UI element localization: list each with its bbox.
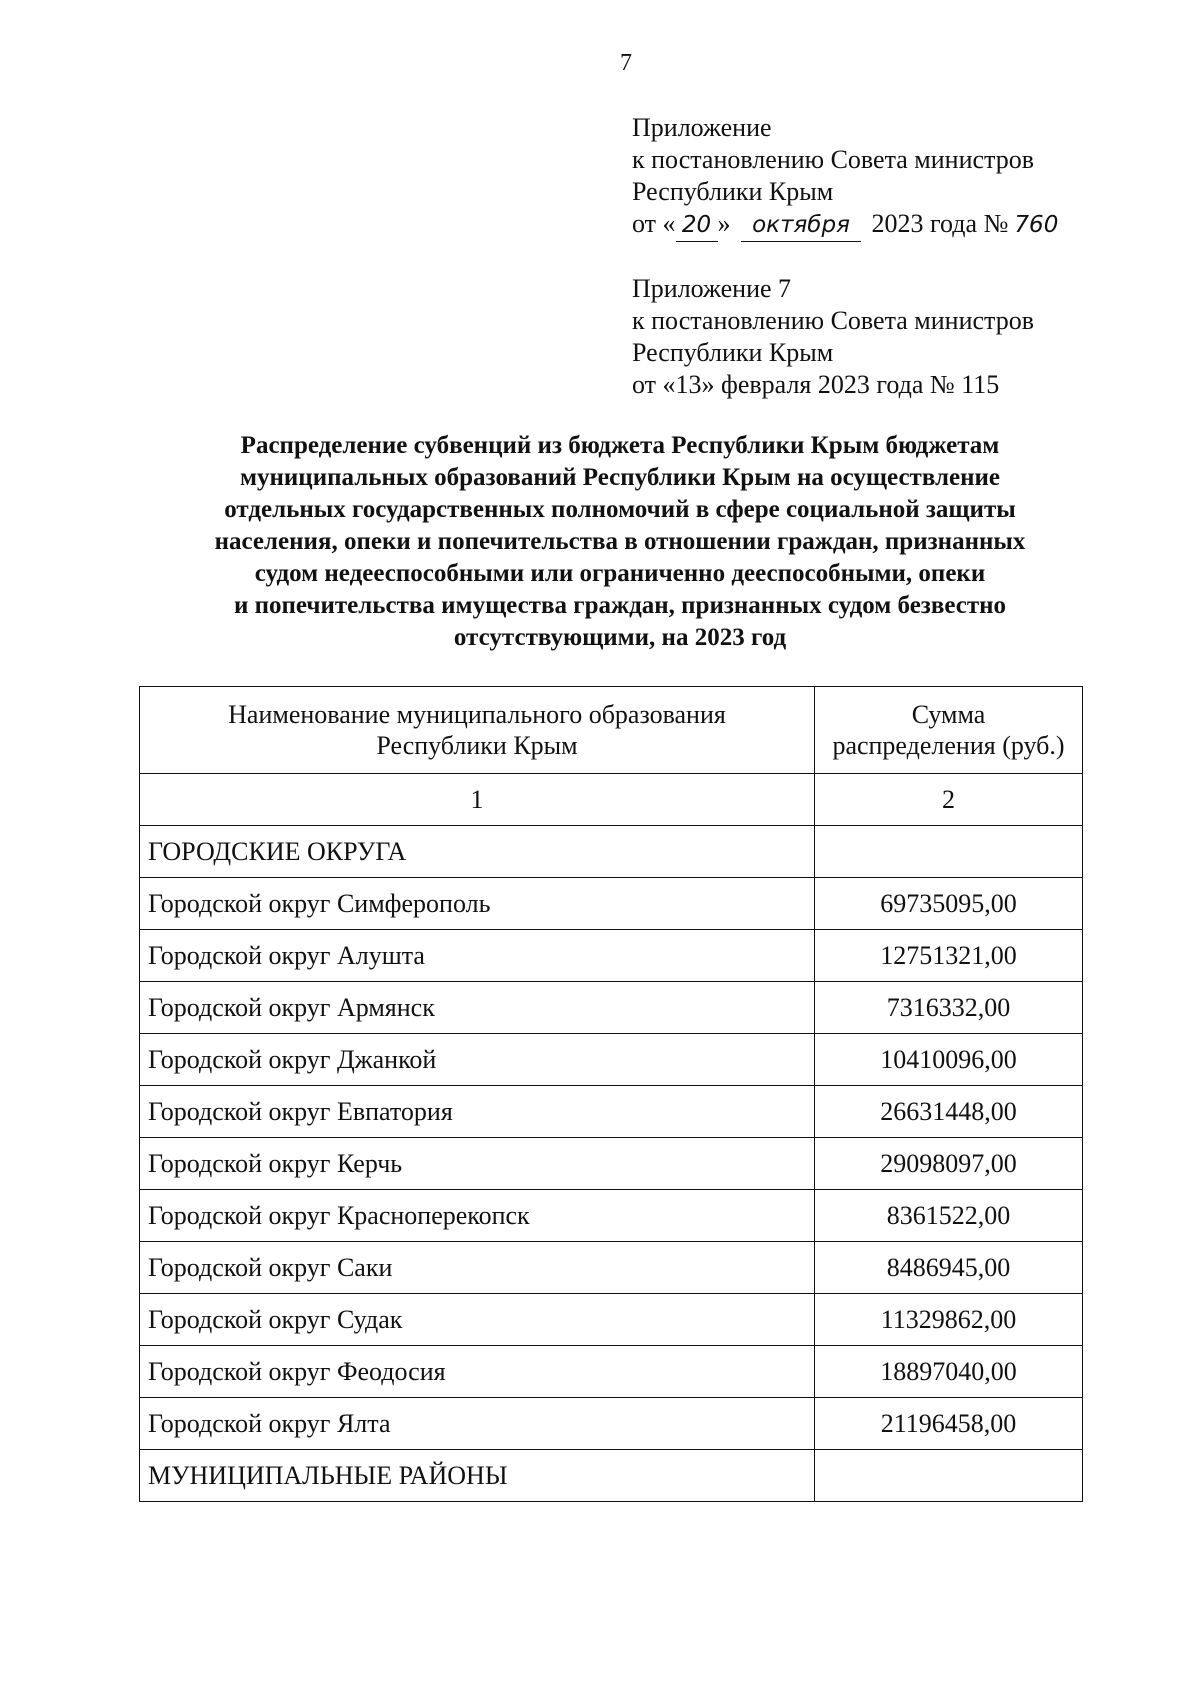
header-sum-line2: распределения (руб.) <box>832 731 1065 760</box>
sum-value: 29098097,00 <box>815 1138 1083 1190</box>
distribution-table <box>139 686 1083 1502</box>
municipality-name: Городской округ Алушта <box>140 930 815 982</box>
table-row <box>140 826 1083 878</box>
column-number-row <box>140 774 1083 826</box>
date-mid: » <box>717 209 731 238</box>
header-sum-line1: Сумма <box>911 700 986 729</box>
table-row <box>140 982 1083 1034</box>
page-number: 7 <box>620 50 632 76</box>
sum-value: 26631448,00 <box>815 1086 1083 1138</box>
sum-value: 10410096,00 <box>815 1034 1083 1086</box>
table-row <box>140 1450 1083 1502</box>
table-row <box>140 878 1083 930</box>
table-row <box>140 1294 1083 1346</box>
municipality-name: Городской округ Армянск <box>140 982 815 1034</box>
appendix-new-line2: к постановлению Совета министров <box>632 145 1034 174</box>
column-number-2: 2 <box>815 774 1083 826</box>
header-sum-cell <box>815 687 1083 774</box>
table-row <box>140 1398 1083 1450</box>
municipality-name: Городской округ Евпатория <box>140 1086 815 1138</box>
sum-value: 7316332,00 <box>815 982 1083 1034</box>
sum-value: 69735095,00 <box>815 878 1083 930</box>
column-number-1: 1 <box>140 774 815 826</box>
table-row <box>140 1138 1083 1190</box>
sum-value: 8486945,00 <box>815 1242 1083 1294</box>
title-line: и попечительства имущества граждан, признанных судом безвестно <box>233 592 1007 619</box>
header-name-cell <box>140 687 815 774</box>
sum-value: 11329862,00 <box>815 1294 1083 1346</box>
appendix-new-line3: Республики Крым <box>632 177 834 206</box>
title-line: судом недееспособными или ограниченно дееспособными, опеки <box>254 560 986 587</box>
title-line: отдельных государственных полномочий в сфере социальной защиты <box>224 496 1016 523</box>
municipality-name: Городской округ Ялта <box>140 1398 815 1450</box>
sum-value <box>815 1450 1083 1502</box>
title-line: населения, опеки и попечительства в отношении граждан, признанных <box>214 528 1026 555</box>
appendix-new-line1: Приложение <box>632 113 772 142</box>
municipality-name: Городской округ Симферополь <box>140 878 815 930</box>
municipality-name: Городской округ Феодосия <box>140 1346 815 1398</box>
sum-value: 21196458,00 <box>815 1398 1083 1450</box>
table-row <box>140 1190 1083 1242</box>
sum-value: 12751321,00 <box>815 930 1083 982</box>
date-prefix: от « <box>632 209 676 238</box>
sum-value <box>815 826 1083 878</box>
municipality-name: Городской округ Судак <box>140 1294 815 1346</box>
appendix-old-line1: Приложение 7 <box>632 274 792 303</box>
table-row <box>140 1242 1083 1294</box>
appendix-old-block <box>632 273 1034 401</box>
header-name-line1: Наименование муниципального образования <box>228 700 726 729</box>
sum-value: 18897040,00 <box>815 1346 1083 1398</box>
sum-value: 8361522,00 <box>815 1190 1083 1242</box>
appendix-new-block <box>632 112 1064 242</box>
year-text: 2023 года № <box>871 209 1009 238</box>
municipality-name: Городской округ Красноперекопск <box>140 1190 815 1242</box>
municipality-name: Городской округ Саки <box>140 1242 815 1294</box>
table-row <box>140 1086 1083 1138</box>
handwritten-number: 760 <box>1014 212 1059 238</box>
table-row <box>140 1034 1083 1086</box>
municipality-name: Городской округ Керчь <box>140 1138 815 1190</box>
table-row <box>140 1346 1083 1398</box>
handwritten-month: октября <box>741 209 861 242</box>
document-title <box>130 430 1110 654</box>
title-line: отсутствующими, на 2023 год <box>453 624 787 651</box>
title-line: Распределение субвенций из бюджета Республики Крым бюджетам <box>240 432 1000 459</box>
municipality-name: МУНИЦИПАЛЬНЫЕ РАЙОНЫ <box>140 1450 815 1502</box>
appendix-old-line4: от «13» февраля 2023 года № 115 <box>632 370 1000 399</box>
handwritten-day: 20 <box>676 209 718 242</box>
table-row <box>140 930 1083 982</box>
title-line: муниципальных образований Республики Крым на осуществление <box>239 464 1001 491</box>
municipality-name: ГОРОДСКИЕ ОКРУГА <box>140 826 815 878</box>
header-name-line2: Республики Крым <box>376 731 578 760</box>
table-header-row <box>140 687 1083 774</box>
appendix-old-line2: к постановлению Совета министров <box>632 306 1034 335</box>
appendix-new-date-line <box>632 208 1064 242</box>
appendix-old-line3: Республики Крым <box>632 338 834 367</box>
municipality-name: Городской округ Джанкой <box>140 1034 815 1086</box>
